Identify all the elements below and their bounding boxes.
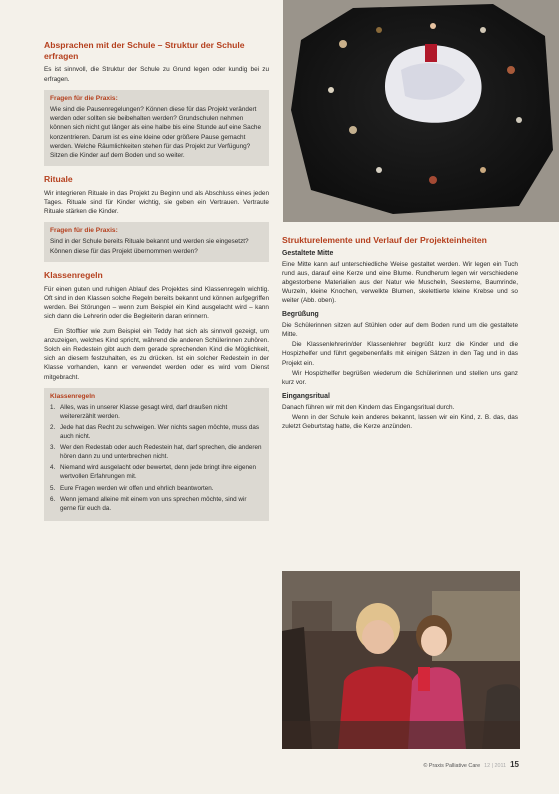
photo-centerpiece xyxy=(283,0,559,222)
subheading-begruessung: Begrüßung xyxy=(282,311,319,319)
footer-publication: © Praxis Palliative Care xyxy=(423,763,481,769)
text-begruessung-2: Die Klassenlehrerin/der Klassenlehrer begrüßt kurz die Kinder und die Hospizhelfer und führt gegebenenfalls mit einigen Sätzen in den Tag und in das Projekt ein. xyxy=(282,341,518,367)
left-column xyxy=(44,40,269,529)
text-klassenregeln-1: Für einen guten und ruhigen Ablauf des Projektes sind Klassenregeln wichtig. Oft sind in den Klassen solche Regeln bereits bekannt und können aufgegriffen werden. Bei Störungen – wenn zum Beispiel ein Kind ausgelacht wird – kann sich dann die Lehrerin oder die Begleiterin daran erinnern. xyxy=(44,285,269,320)
photo-classroom xyxy=(282,571,520,749)
heading-rituale: Rituale xyxy=(44,174,73,185)
list-item: 1. Alles, was in unserer Klasse gesagt wird, darf draußen nicht weitererzählt werden. xyxy=(50,403,228,420)
box-text: Sind in der Schule bereits Rituale bekannt und werden sie eingesetzt? Können diese für das Projekt übernommen werden? xyxy=(50,238,249,255)
page-number: 15 xyxy=(510,760,519,769)
box-text: Wie sind die Pausenregelungen? Können diese für das Projekt verändert werden oder sollten sie beibehalten werden? Grundschulen nehmen können sich nicht gut länger als eine halbe bis eine Stunde auf eine Sache konzentrieren. Darum ist es eine kleine oder größere Pause gemacht werden. Welche Räumlichkeiten stehen für das Projekt zur Verfügung? Sitzen die Kinder auf dem Boden und so weiter. xyxy=(50,105,262,160)
text-gestaltete-mitte: Eine Mitte kann auf unterschiedliche Weise gestaltet werden. Wir legen ein Tuch rund aus, darauf eine Kerze und eine Blume. Rundherum legen wir verschiedene abgestorbene Materialien aus der Natur wie Muscheln, Seesterne, Baumrinde, Wurzeln, kleine Knochen, verwelkte Blumen, skelettierte kleine Krebse und so weiter (Abb. oben). xyxy=(282,260,518,305)
box-fragen-praxis-1 xyxy=(44,90,269,167)
box-title: Klassenregeln xyxy=(50,392,96,400)
classroom-illustration xyxy=(282,571,520,749)
list-item: 6. Wenn jemand alleine mit einem von uns sprechen möchte, sind wir gerne für euch da. xyxy=(50,495,247,512)
list-item: 2. Jede hat das Recht zu schweigen. Wer nichts sagen möchte, muss das auch nicht. xyxy=(50,423,260,440)
box-fragen-praxis-2 xyxy=(44,222,269,262)
box-klassenregeln xyxy=(44,388,269,521)
centerpiece-illustration xyxy=(283,0,559,222)
text-begruessung-1: Die Schülerinnen sitzen auf Stühlen oder auf dem Boden rund um die gestaltete Mitte. xyxy=(282,322,518,339)
text-klassenregeln-2: Ein Stofftier wie zum Beispiel ein Teddy hat sich als sinnvoll gezeigt, um anzuzeigen, welches Kind spricht, während die anderen Schülerinnen zuhören. Solch ein Redestein gibt auch dem gerade sprechenden Kind die Möglichkeit, sich an diesem festzuhalten, es zu drücken. Ist ein solcher Redestein in der Klasse vorhanden, kann er verwendet werden oder es wird vom Dienst mitgebracht. xyxy=(44,328,269,381)
heading-absprachen: Absprachen mit der Schule – Struktur der Schule erfragen xyxy=(44,40,245,61)
text-absprachen: Es ist sinnvoll, die Struktur der Schule zu Grund legen oder kundig bei zu erfragen. xyxy=(44,66,269,83)
rules-list xyxy=(50,403,263,513)
text-eingangsritual-2: Wenn in der Schule kein anderes bekannt, lassen wir ein Kind, z. B. das, das zuletzt Geburtstag hatte, die Kerze anzünden. xyxy=(282,413,518,431)
subheading-gestaltete-mitte: Gestaltete Mitte xyxy=(282,249,334,257)
footer-issue: 12 | 2011 xyxy=(484,763,507,769)
text-rituale: Wir integrieren Rituale in das Projekt zu Beginn und als Abschluss eines jeden Tages. Rituale sind für Kinder wichtig, sie geben ein Vertrauen. Vertraute Rituale stärken die Kinder. xyxy=(44,190,269,216)
text-begruessung-3: Wir Hospizhelfer begrüßen wiederum die Schülerinnen und stellen uns ganz kurz vor. xyxy=(282,369,518,386)
heading-klassenregeln: Klassenregeln xyxy=(44,269,103,280)
box-title: Fragen für die Praxis: xyxy=(50,94,118,102)
box-title: Fragen für die Praxis: xyxy=(50,227,118,235)
right-column xyxy=(282,235,518,437)
list-item: 5. Eure Fragen werden wir offen und ehrlich beantworten. xyxy=(50,484,214,492)
list-item: 3. Wer den Redestab oder auch Redestein hat, darf sprechen, die anderen hören dann zu und unterbrechen nicht. xyxy=(50,444,262,461)
heading-strukturelemente: Strukturelemente und Verlauf der Projekteinheiten xyxy=(282,235,487,245)
subheading-eingangsritual: Eingangsritual xyxy=(282,392,330,400)
list-item: 4. Niemand wird ausgelacht oder bewertet, denn jede bringt ihre eigenen wertvollen Erfahrungen mit. xyxy=(50,464,257,481)
text-eingangsritual-1: Danach führen wir mit den Kindern das Eingangsritual durch. xyxy=(282,403,455,411)
page-footer xyxy=(423,760,519,769)
